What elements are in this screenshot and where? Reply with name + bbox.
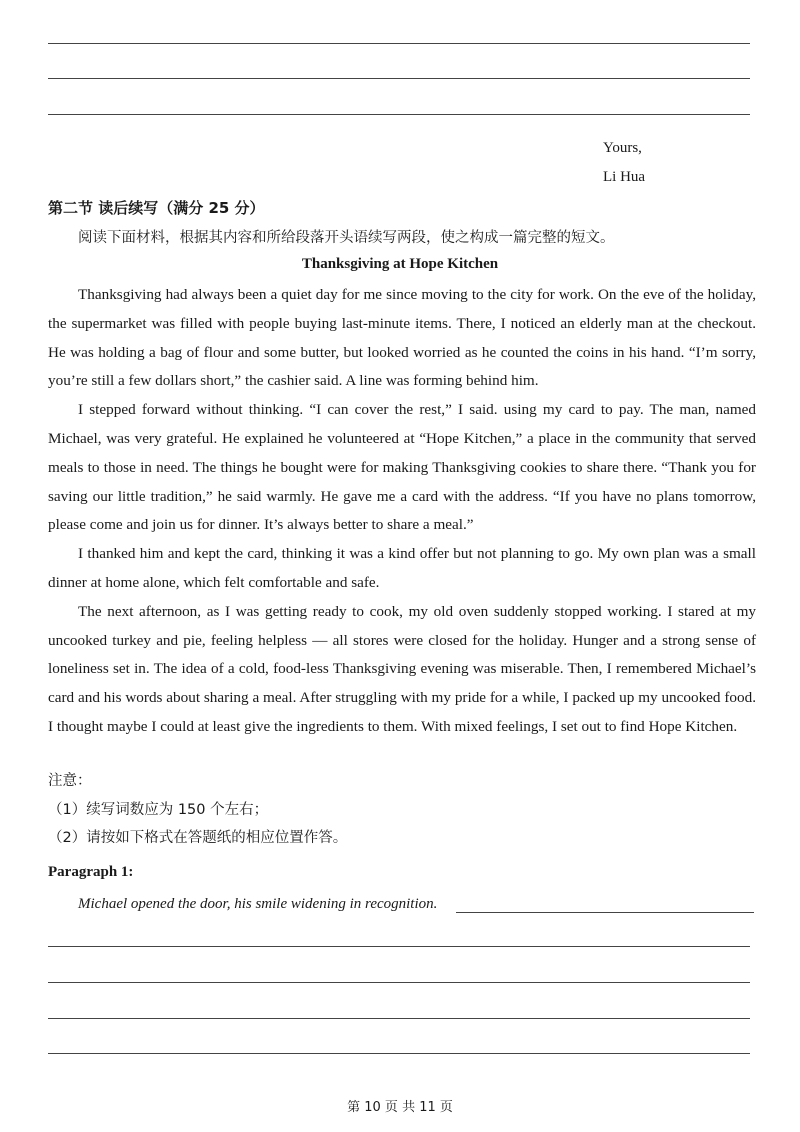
section-title: 第二节 读后续写（满分 25 分）	[48, 199, 265, 217]
letter-closing: Yours,	[603, 140, 642, 156]
paragraph-label: Paragraph 1:	[48, 864, 134, 880]
answer-line[interactable]	[48, 982, 750, 983]
story-passage	[48, 281, 756, 742]
answer-line	[48, 114, 750, 115]
story-title: Thanksgiving at Hope Kitchen	[301, 256, 499, 272]
story-paragraph: The next afternoon, as I was getting ready to cook, my old oven suddenly stopped working. I stared at my uncooked turkey and pie, feeling helpless — all stores were closed for the holiday. Hunger and a strong sense of loneliness set in. The idea of a cold, food-less Thanksgiving evening was miserable. Then, I remembered Michael’s card and his words about sharing a meal. After struggling with my pride for a while, I packed up my uncooked food. I thought maybe I could at least give the ingredients to them. With mixed feelings, I set out to find Hope Kitchen.	[48, 602, 756, 735]
note-item: （2）请按如下格式在答题纸的相应位置作答。	[48, 830, 348, 846]
notes-heading: 注意：	[48, 773, 92, 789]
paragraph-starter: Michael opened the door, his smile widening in recognition.	[78, 896, 438, 912]
story-paragraph: I stepped forward without thinking. “I can cover the rest,” I said. using my card to pay. The man, named Michael, was very grateful. He explained he volunteered at “Hope Kitchen,” a place in the community that served meals to those in need. The things he bought were for making Thanksgiving cookies to share there. “Thank you for saving our little tradition,” he said warmly. He gave me a card with the address. “If you have no plans tomorrow, please come and join us for dinner. It’s always better to share a meal.”	[48, 401, 756, 534]
page-footer: 第 10 页 共 11 页	[347, 1100, 453, 1115]
starter-answer-line[interactable]	[456, 912, 754, 913]
answer-line	[48, 43, 750, 44]
section-instruction: 阅读下面材料，根据其内容和所给段落开头语续写两段，使之构成一篇完整的短文。	[78, 230, 615, 246]
answer-line[interactable]	[48, 946, 750, 947]
note-item: （1）续写词数应为 150 个左右；	[48, 802, 269, 818]
answer-line	[48, 78, 750, 79]
answer-line[interactable]	[48, 1018, 750, 1019]
letter-signature: Li Hua	[603, 169, 646, 185]
answer-line[interactable]	[48, 1053, 750, 1054]
story-paragraph: Thanksgiving had always been a quiet day for me since moving to the city for work. On the eve of the holiday, the supermarket was filled with people buying last-minute items. There, I noticed an elderly man at the checkout. He was holding a bag of flour and some butter, but looked worried as he counted the coins in his hand. “I’m sorry, you’re still a few dollars short,” the cashier said. A line was forming behind him.	[48, 286, 756, 390]
story-paragraph: I thanked him and kept the card, thinking it was a kind offer but not planning to go. My own plan was a small dinner at home alone, which felt comfortable and safe.	[48, 545, 756, 591]
